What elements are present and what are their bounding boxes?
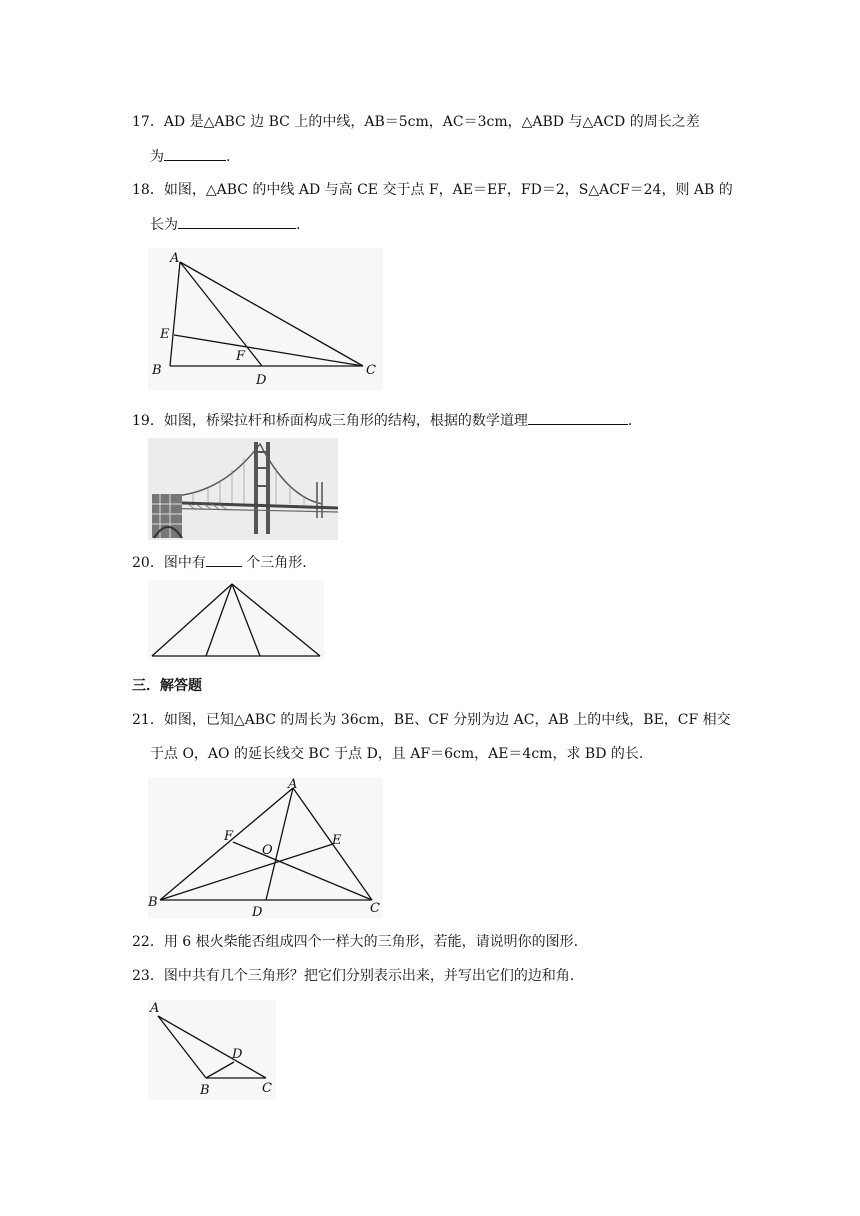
q18-suffix: . <box>296 217 301 233</box>
label-A: A <box>150 1001 160 1016</box>
question-22: 22．用 6 根火柴能否组成四个一样大的三角形，若能，请说明你的图形. <box>132 934 579 950</box>
label-A: A <box>170 251 180 266</box>
q17-suffix: . <box>226 149 231 165</box>
question-21-line2: 于点 O，AO 的延长线交 BC 于点 D，且 AF＝6cm，AE＝4cm，求 BD 的长. <box>150 746 644 762</box>
q23-triangle-figure <box>148 1000 276 1100</box>
label-B: B <box>200 1083 210 1098</box>
q18-answer-blank[interactable] <box>178 214 296 229</box>
q20-prefix: 20．图中有 <box>132 555 206 571</box>
q20-suffix: 个三角形. <box>241 555 307 571</box>
bridge-photo <box>148 438 338 540</box>
question-23: 23．图中共有几个三角形？把它们分别表示出来，并写出它们的边和角. <box>132 968 575 984</box>
question-18-line2 <box>150 214 300 235</box>
q18-prefix: 长为 <box>150 217 178 233</box>
q19-prefix: 19．如图，桥梁拉杆和桥面构成三角形的结构，根据的数学道理 <box>132 413 528 429</box>
label-A: A <box>288 778 298 792</box>
q19-answer-blank[interactable] <box>528 410 628 425</box>
label-D: D <box>232 1047 243 1062</box>
q21-triangle-figure <box>148 778 383 918</box>
q18-triangle-figure <box>148 248 383 390</box>
question-20 <box>132 552 307 573</box>
question-17-line2 <box>150 146 230 167</box>
label-C: C <box>366 363 376 378</box>
q17-answer-blank[interactable] <box>164 146 226 161</box>
label-B: B <box>152 363 162 378</box>
label-B: B <box>148 895 158 910</box>
label-D: D <box>256 373 267 388</box>
label-E: E <box>160 327 170 342</box>
question-21-line1: 21．如图，已知△ABC 的周长为 36cm，BE、CF 分别为边 AC，AB 上的中线，BE，CF 相交 <box>132 712 731 728</box>
q20-answer-blank[interactable] <box>206 552 242 567</box>
label-C: C <box>262 1081 272 1096</box>
q17-prefix: 为 <box>150 149 164 165</box>
label-O: O <box>262 843 273 858</box>
label-C: C <box>370 901 380 916</box>
q20-triangle-figure <box>148 580 324 660</box>
section-heading: 三．解答题 <box>132 678 202 694</box>
question-18-line1: 18．如图，△ABC 的中线 AD 与高 CE 交于点 F，AE＝EF，FD＝2，S△ACF＝24，则 AB 的 <box>132 182 733 198</box>
label-F: F <box>236 349 246 364</box>
question-17-line1: 17．AD 是△ABC 边 BC 上的中线，AB＝5cm，AC＝3cm，△ABD 与△ACD 的周长之差 <box>132 114 700 130</box>
label-D: D <box>252 905 263 918</box>
label-F: F <box>224 829 234 844</box>
q19-suffix: . <box>627 413 633 429</box>
label-E: E <box>332 833 342 848</box>
question-19 <box>132 410 632 431</box>
